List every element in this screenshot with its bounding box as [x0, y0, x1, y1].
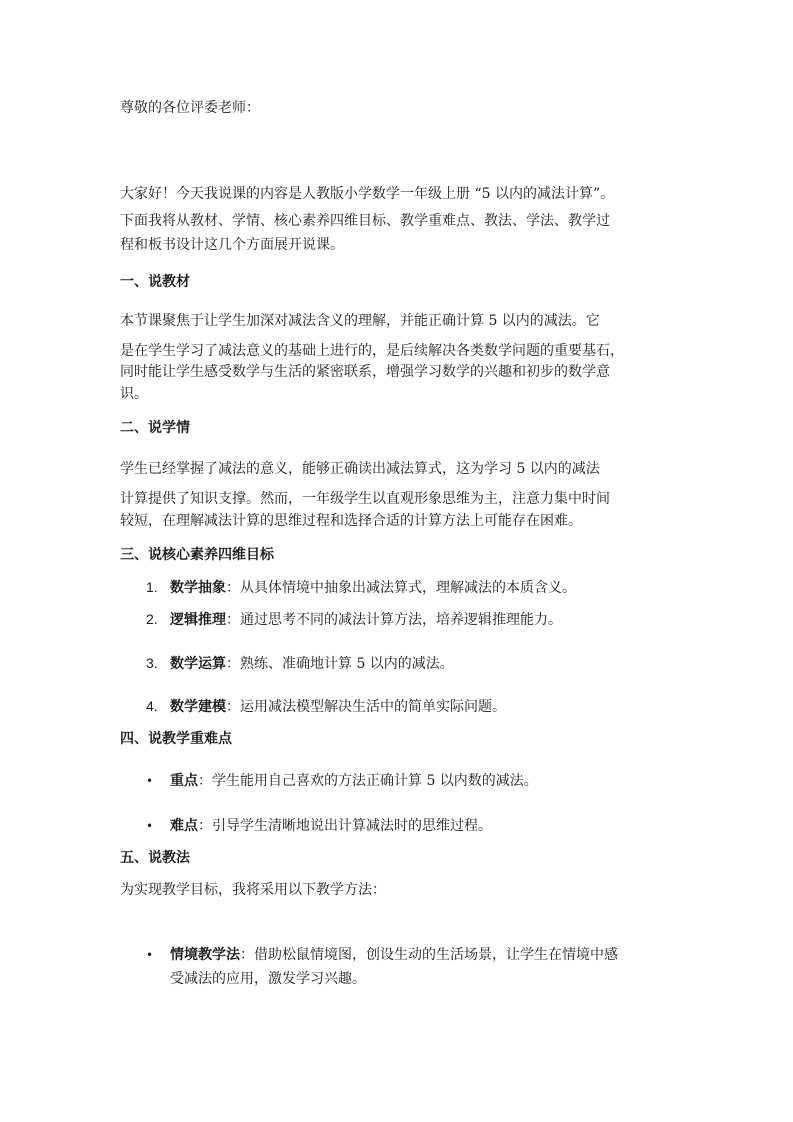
goal-term: 数学运算: [170, 656, 226, 672]
list-number: 4.: [146, 698, 158, 714]
teaching-method-text: ：借助松鼠情境图，创设生动的生活场景，让学生在情境中感: [240, 947, 618, 963]
goal-term: 逻辑推理: [170, 612, 226, 628]
key-point-item: [146, 815, 686, 837]
list-number: 1.: [146, 579, 158, 595]
teaching-methods-intro: 为实现教学目标，我将采用以下教学方法：: [120, 882, 386, 898]
teaching-method-term: 情境教学法: [170, 947, 240, 963]
goal-text: ：从具体情境中抽象出减法算式，理解减法的本质含义。: [226, 580, 576, 596]
goal-text: ：通过思考不同的减法计算方法，培养逻辑推理能力。: [226, 612, 562, 628]
goal-text: ：运用减法模型解决生活中的简单实际问题。: [226, 699, 506, 715]
textbook-line-3: 同时能让学生感受数学与生活的紧密联系，增强学习数学的兴趣和初步的数学意: [120, 364, 610, 380]
key-point-text: ：学生能用自己喜欢的方法正确计算 5 以内数的减法。: [198, 773, 538, 789]
bullet-icon: •: [146, 774, 154, 788]
textbook-line-2: 是在学生学习了减法意义的基础上进行的，是后续解决各类数学问题的重要基石，: [120, 343, 624, 359]
list-number: 3.: [146, 655, 158, 671]
section-heading-goals: 三、说核心素养四维目标: [120, 547, 274, 563]
textbook-line-4: 识。: [120, 386, 148, 402]
bullet-icon: •: [146, 819, 154, 833]
list-number: 2.: [146, 611, 158, 627]
key-point-item: [146, 770, 686, 792]
key-point-text: ：引导学生清晰地说出计算减法时的思维过程。: [198, 818, 492, 834]
greeting: 尊敬的各位评委老师：: [120, 100, 260, 116]
key-point-term: 难点: [170, 818, 198, 834]
intro-paragraph-1: 大家好！今天我说课的内容是人教版小学数学一年级上册 “5 以内的减法计算”。: [120, 186, 615, 202]
students-line-3: 较短，在理解减法计算的思维过程和选择合适的计算方法上可能存在困难。: [120, 513, 582, 529]
goal-term: 数学抽象: [170, 580, 226, 596]
intro-paragraph-2-line-1: 下面我将从教材、学情、核心素养四维目标、教学重难点、教法、学法、教学过: [120, 213, 610, 229]
textbook-line-1: 本节课聚焦于让学生加深对减法含义的理解，并能正确计算 5 以内的减法。它: [120, 313, 600, 329]
goal-item: [146, 576, 686, 599]
section-heading-teaching-methods: 五、说教法: [120, 850, 190, 866]
goal-item: [146, 652, 686, 675]
section-heading-key-points: 四、说教学重难点: [120, 731, 232, 747]
bullet-icon: •: [146, 948, 154, 962]
goal-item: [146, 695, 686, 718]
key-point-term: 重点: [170, 773, 198, 789]
students-line-1: 学生已经掌握了减法的意义，能够正确读出减法算式，这为学习 5 以内的减法: [120, 461, 600, 477]
teaching-method-continuation: 受减法的应用，激发学习兴趣。: [170, 971, 366, 987]
section-heading-students: 二、说学情: [120, 420, 190, 436]
goal-text: ：熟练、准确地计算 5 以内的减法。: [226, 656, 454, 672]
teaching-method-item: [146, 944, 686, 966]
intro-paragraph-2-line-2: 程和板书设计这几个方面展开说课。: [120, 237, 344, 253]
goal-item: [146, 608, 686, 631]
section-heading-textbook: 一、说教材: [120, 274, 190, 290]
goal-term: 数学建模: [170, 699, 226, 715]
students-line-2: 计算提供了知识支撑。然而，一年级学生以直观形象思维为主，注意力集中时间: [120, 491, 610, 507]
